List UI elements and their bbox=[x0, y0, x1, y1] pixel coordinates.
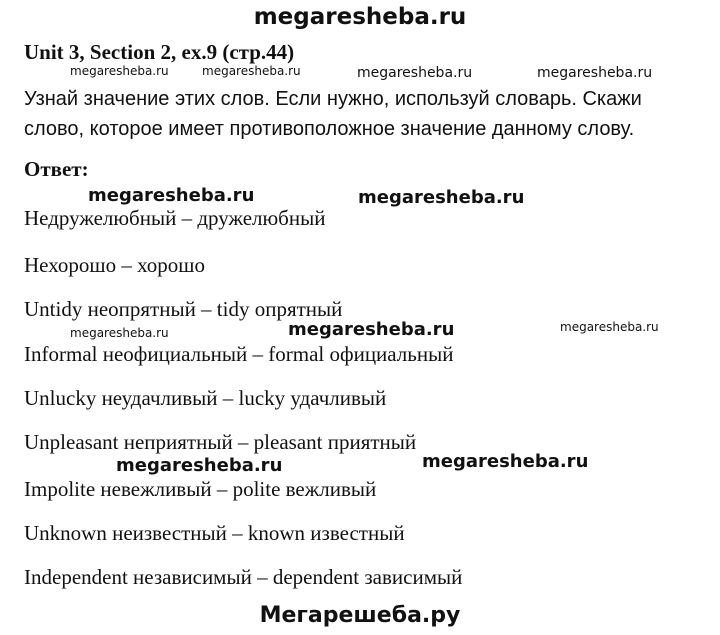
watermark: megaresheba.ru bbox=[560, 320, 659, 334]
task-text-line: Узнай значение этих слов. Если нужно, используй словарь. Скажи bbox=[24, 88, 642, 110]
watermark: megaresheba.ru bbox=[70, 64, 169, 78]
watermark: megaresheba.ru bbox=[202, 64, 301, 78]
watermark: megaresheba.ru bbox=[116, 455, 283, 476]
answer-line: Недружелюбный – дружелюбный bbox=[24, 206, 326, 230]
watermark: megaresheba.ru bbox=[358, 187, 525, 208]
answer-line: Impolite невежливый – polite вежливый bbox=[24, 477, 377, 501]
task-text-line: слово, которое имеет противоположное значение данному слову. bbox=[24, 118, 635, 140]
site-header: megaresheba.ru bbox=[253, 4, 467, 30]
answer-line: Unknown неизвестный – known известный bbox=[24, 521, 405, 545]
site-footer: Мегарешеба.ру bbox=[259, 603, 461, 628]
watermark: megaresheba.ru bbox=[288, 319, 455, 340]
watermark: megaresheba.ru bbox=[422, 451, 589, 472]
answer-line: Нехорошо – хорошо bbox=[24, 253, 205, 277]
answer-line: Independent независимый – dependent зависимый bbox=[24, 565, 463, 589]
answer-line: Unlucky неудачливый – lucky удачливый bbox=[24, 386, 387, 410]
answer-line: Unpleasant неприятный – pleasant приятный bbox=[24, 430, 417, 454]
exercise-heading: Unit 3, Section 2, ex.9 (стр.44) bbox=[24, 40, 295, 64]
answer-label: Ответ: bbox=[24, 157, 89, 181]
watermark: megaresheba.ru bbox=[357, 65, 473, 81]
watermark: megaresheba.ru bbox=[88, 185, 255, 206]
watermark: megaresheba.ru bbox=[70, 326, 169, 340]
answer-line: Untidy неопрятный – tidy опрятный bbox=[24, 297, 343, 321]
watermark: megaresheba.ru bbox=[537, 65, 653, 81]
answer-line: Informal неофициальный – formal официальный bbox=[24, 342, 454, 366]
